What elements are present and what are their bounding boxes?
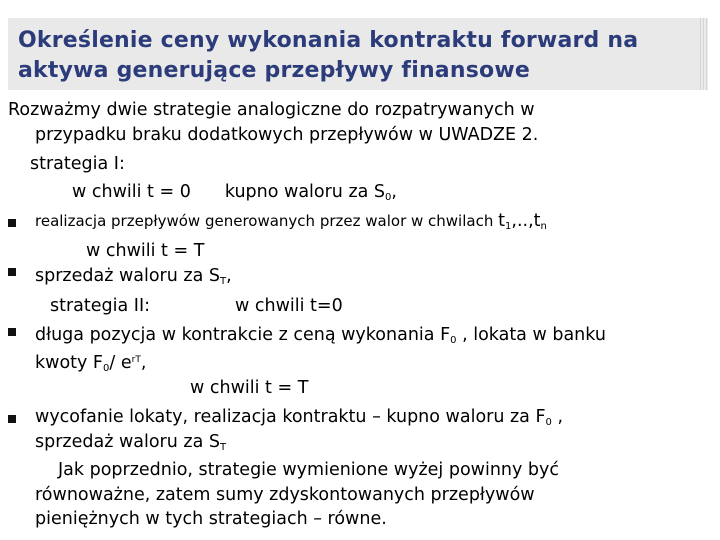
time-symbol: t	[498, 211, 505, 231]
strategy-2-time-0: w chwili t=0	[235, 296, 343, 316]
time-label: w chwili t = 0	[72, 182, 191, 202]
superscript: rT	[131, 355, 141, 365]
strategy-1-label: strategia I:	[30, 154, 125, 174]
buy-asset-text: kupno waloru za S	[224, 182, 386, 202]
subscript: 0	[545, 417, 552, 428]
bullet-2-text	[35, 265, 232, 293]
punctuation: ,	[226, 266, 232, 286]
bullet-square-icon	[8, 415, 16, 423]
strategy-2-time-T: w chwili t = T	[190, 378, 309, 398]
conclusion-line-2: równoważne, zatem sumy zdyskontowanych przepływów	[35, 485, 535, 505]
bullet-4-text	[35, 406, 563, 434]
bullet-3-text-continued	[35, 349, 146, 380]
sell-asset-text: sprzedaż waloru za S	[35, 266, 220, 286]
bullet-square-icon	[8, 328, 16, 336]
subscript: 0	[385, 192, 392, 203]
punctuation: ,	[140, 353, 147, 373]
punctuation: ,	[391, 182, 397, 202]
amount-text: kwoty F	[35, 353, 104, 373]
intro-line-2: przypadku braku dodatkowych przepływów w UWADZE 2.	[35, 125, 539, 145]
bullet-square-icon	[8, 219, 16, 227]
punctuation: ,	[551, 407, 564, 427]
subscript: n	[540, 221, 547, 232]
slide-title-line-1: Określenie ceny wykonania kontraktu forward na	[18, 28, 639, 53]
subscript: 0	[103, 363, 110, 374]
strategy-1-time-0	[72, 181, 397, 209]
sell-asset-text: sprzedaż waloru za S	[35, 432, 220, 452]
time-range: ,..,t	[511, 211, 541, 231]
withdraw-deposit-text: wycofanie lokaty, realizacja kontraktu – kupno waloru za F	[35, 407, 546, 427]
strategy-2-label: strategia II:	[50, 296, 151, 316]
strategy-1-time-T: w chwili t = T	[86, 241, 205, 261]
deposit-text: , lokata w banku	[456, 325, 606, 345]
cash-flow-text: realizacja przepływów generowanych przez walor w chwilach	[35, 212, 499, 230]
subscript: T	[220, 442, 227, 453]
subscript: 0	[450, 335, 457, 346]
discount-text: / e	[109, 353, 132, 373]
bullet-4-text-continued	[35, 431, 226, 459]
long-position-text: długa pozycja w kontrakcie z ceną wykonania F	[35, 325, 451, 345]
subscript: T	[220, 276, 227, 287]
bullet-3-text	[35, 324, 606, 352]
subscript: 1	[505, 221, 512, 232]
bullet-1-text	[35, 210, 547, 238]
intro-line-1: Rozważmy dwie strategie analogiczne do rozpatrywanych w	[8, 100, 535, 120]
conclusion-line-3: pieniężnych w tych strategiach – równe.	[35, 509, 387, 529]
conclusion-line-1: Jak poprzednio, strategie wymienione wyżej powinny być	[58, 460, 560, 480]
slide-title-box	[8, 18, 700, 90]
slide-title-line-2: aktywa generujące przepływy finansowe	[18, 58, 530, 83]
bullet-square-icon	[8, 268, 16, 276]
